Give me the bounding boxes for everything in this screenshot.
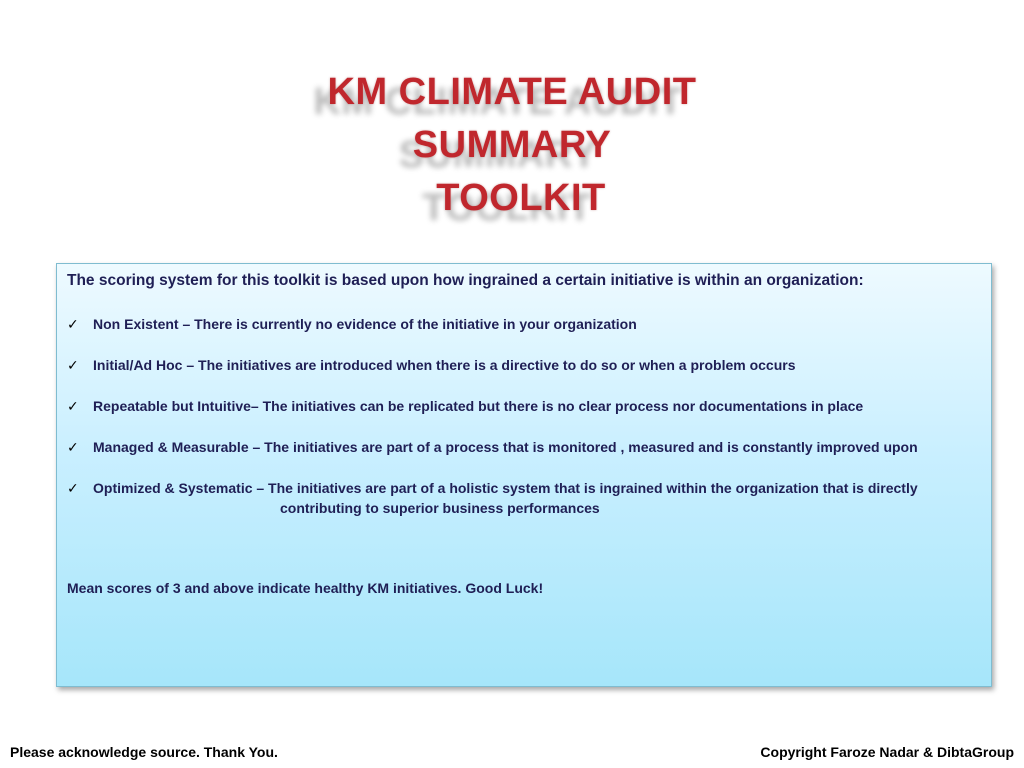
- list-item-non-existent: [67, 314, 977, 334]
- checkmark-icon: ✓: [67, 316, 79, 332]
- slide-title: [0, 66, 1024, 225]
- list-item-text: Repeatable but Intuitive– The initiatives can be replicated but there is no clear process nor documentations in place: [93, 398, 864, 414]
- scoring-intro: The scoring system for this toolkit is based upon how ingrained a certain initiative is within an organization:: [67, 272, 864, 289]
- checkmark-icon: ✓: [67, 439, 79, 455]
- list-item-repeatable: [67, 396, 977, 416]
- closing-note: Mean scores of 3 and above indicate healthy KM initiatives. Good Luck!: [67, 580, 544, 596]
- list-item-managed: [67, 437, 977, 457]
- title-line-3: TOOLKIT: [436, 177, 606, 219]
- list-item-initial-ad-hoc: [67, 355, 977, 375]
- list-item-optimized: [67, 478, 977, 518]
- list-item-text: Initial/Ad Hoc – The initiatives are introduced when there is a directive to do so or when a problem occurs: [93, 357, 796, 373]
- scoring-panel: [56, 263, 992, 687]
- checkmark-icon: ✓: [67, 480, 79, 496]
- footer-copyright: Copyright Faroze Nadar & DibtaGroup: [760, 744, 1014, 760]
- title-line-1: KM CLIMATE AUDIT: [327, 71, 697, 113]
- list-item-continuation: contributing to superior business performances: [280, 500, 600, 516]
- title-line-2: SUMMARY: [412, 124, 612, 166]
- list-item-text: Optimized & Systematic – The initiatives are part of a holistic system that is ingrained within the organization that is directly: [93, 480, 918, 496]
- list-item-text: Managed & Measurable – The initiatives are part of a process that is monitored , measured and is constantly improved upon: [93, 439, 918, 455]
- footer-acknowledgement: Please acknowledge source. Thank You.: [10, 744, 278, 760]
- checkmark-icon: ✓: [67, 357, 79, 373]
- list-item-text: Non Existent – There is currently no evidence of the initiative in your organization: [93, 316, 637, 332]
- checkmark-icon: ✓: [67, 398, 79, 414]
